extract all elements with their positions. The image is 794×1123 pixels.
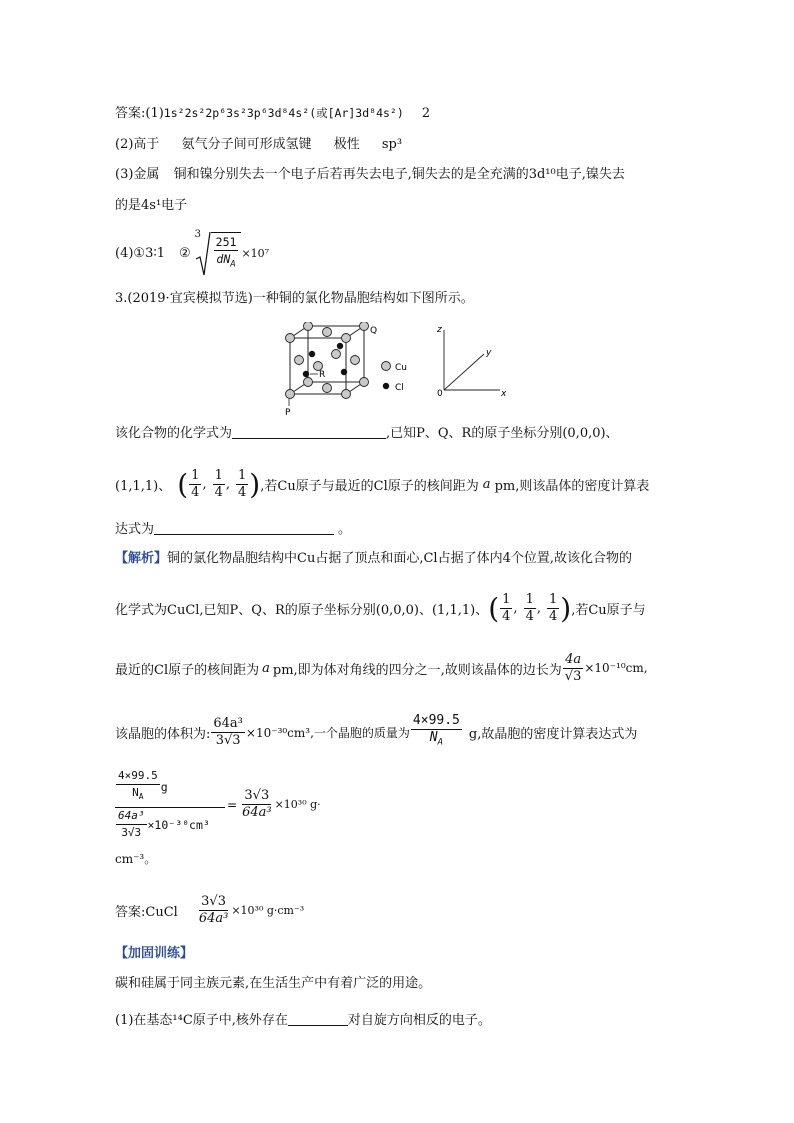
analysis-p3-c: ×10⁻¹⁰cm, — [584, 661, 648, 675]
analysis-p3-b: pm,即为体对角线的四分之一,故则该晶体的边长为 — [272, 662, 562, 678]
axis-x-label: x — [501, 389, 507, 399]
bottom-num: 64a³ — [116, 808, 147, 825]
volume-fraction — [211, 716, 245, 749]
vol-den: 3√3 — [215, 732, 241, 748]
answer-part3-text: 铜和镍分别失去一个电子后若再失去电子,铜失去的是全充满的3d¹⁰电子,镍失去 — [173, 167, 625, 182]
answer-part1-value: 2 — [421, 106, 431, 121]
frac-den: 4 — [238, 484, 247, 500]
frac-num: 1 — [502, 591, 511, 607]
a-symbol: a — [482, 476, 491, 492]
analysis-p4-a: 该晶胞的体积为: — [115, 726, 211, 742]
mass-den-sub: A — [437, 737, 444, 748]
question3-intro: 3.(2019·宜宾模拟节选)一种铜的氯化物晶胞结构如下图所示。 — [115, 291, 474, 306]
analysis-unit-line: cm⁻³。 — [115, 852, 157, 866]
answer-part1 — [115, 104, 430, 123]
equals-sign: = — [227, 797, 238, 812]
mass-den: N — [429, 730, 438, 746]
answer3-fraction — [197, 894, 231, 927]
answer-part2-label: (2) — [115, 137, 134, 152]
a-symbol: a — [262, 660, 270, 676]
answer-part3-text-b: 的是4s¹电子 — [115, 198, 188, 213]
analysis-p2-a: 化学式为CuCl,已知P、Q、R的原子坐标分别(0,0,0)、(1,1,1)、 — [115, 602, 489, 618]
coord-frac — [500, 592, 512, 625]
answer-part1-label: 答案:(1) — [115, 106, 164, 121]
frac-den: 4 — [525, 608, 534, 624]
answer3-tail: ×10³⁰ g·cm⁻³ — [231, 903, 305, 917]
electron-config: 1s²2s²2p⁶3s²3p⁶3d⁸4s²(或[Ar]3d⁸4s²) — [163, 106, 404, 120]
analysis-p4-b: ×10⁻³⁰cm³,一个晶胞的质量为 — [245, 725, 410, 740]
question3-line1 — [115, 425, 619, 443]
pairs-blank[interactable] — [288, 1013, 348, 1026]
analysis-p3-a: 最近的Cl原子的核间距为 — [115, 662, 260, 678]
frac-num: 1 — [548, 591, 558, 607]
frac-den: 4 — [214, 484, 223, 500]
reinforce-q1-a: (1)在基态¹⁴C原子中,核外存在 — [115, 1013, 288, 1028]
answer-part3 — [115, 166, 625, 184]
top-num: 4×99.5 — [116, 768, 160, 785]
analysis-p4 — [115, 712, 637, 752]
root-denominator-sub: A — [230, 259, 236, 270]
frac-den: 4 — [191, 484, 200, 500]
result-fraction — [240, 788, 274, 821]
result-den: 64a³ — [242, 805, 272, 821]
answer-part3-cont — [115, 197, 187, 215]
axis-origin-label: 0 — [437, 389, 443, 399]
frac-num: 1 — [214, 467, 223, 483]
paren-open: ( — [177, 467, 189, 501]
cube-root — [195, 229, 242, 277]
answer3-den: 64a³ — [198, 910, 229, 926]
vol-num: 64a³ — [213, 715, 243, 731]
answer3-num: 3√3 — [201, 893, 226, 909]
coord-frac — [189, 468, 201, 501]
paren-close: ) — [560, 591, 572, 625]
reinforce-q1-b: 对自旋方向相反的电子。 — [347, 1013, 491, 1028]
edge-num: 4a — [565, 651, 582, 667]
question3-line2: (1,1,1)、 ( $\frac{1}{4}$ , $\frac{1}{4}$ , $\frac{1}{4}$ ) ,若Cu原子与最近的Cl原子的核间距为 a pm,则该晶体的密度计算表 — [115, 467, 650, 501]
axis-y-label: y — [486, 348, 492, 358]
reinforce-intro: 碳和硅属于同主族元素,在生活生产中有着广泛的用途。 — [115, 976, 432, 991]
bottom-fraction — [116, 808, 147, 841]
answer-part3-label: (3)金属 — [115, 167, 160, 182]
compound-fraction — [115, 768, 225, 841]
question3-line2-a: (1,1,1)、 — [115, 478, 172, 494]
root-numerator: 251 — [215, 234, 237, 249]
answer-part4 — [115, 228, 269, 278]
top-den: N — [132, 786, 139, 799]
reinforce-q1 — [115, 1012, 491, 1030]
root-index: 3 — [194, 229, 202, 240]
axes — [444, 330, 500, 390]
coord-frac — [547, 592, 559, 625]
answer-part4-sub: ② — [179, 245, 191, 261]
top-fraction — [116, 768, 160, 805]
frac-den: 4 — [548, 608, 558, 624]
coord-frac — [213, 468, 225, 501]
legend-cu-icon — [382, 362, 391, 371]
compound-bottom — [115, 808, 210, 841]
edge-den: √3 — [564, 668, 582, 684]
top-den-sub: A — [138, 792, 144, 802]
answer-part2-item: sp³ — [381, 137, 403, 152]
result-tail: ×10³⁰ g· — [274, 798, 321, 812]
question3-line1-b: ,已知P、Q、R的原子坐标分别(0,0,0)、 — [386, 426, 619, 441]
frac-num: 1 — [525, 591, 534, 607]
paren-close: ) — [249, 467, 261, 501]
question3-line3 — [115, 521, 351, 539]
label-p: P — [285, 408, 291, 418]
question3-line2-b: ,若Cu原子与最近的Cl原子的核间距为 — [260, 478, 479, 494]
answer3-label: 答案:CuCl — [115, 904, 178, 920]
label-q: Q — [370, 326, 378, 336]
density-blank[interactable] — [154, 522, 334, 535]
answer-part2-item: 极性 — [333, 137, 360, 152]
legend-cu-label: Cu — [395, 363, 407, 373]
coord-frac — [236, 468, 248, 501]
analysis-p2-b: ,若Cu原子与 — [571, 602, 646, 618]
coord-frac — [524, 592, 536, 625]
frac-den: 4 — [502, 608, 511, 624]
formula-blank[interactable] — [232, 426, 386, 439]
question3-line3-a: 达式为 — [115, 522, 155, 537]
mass-fraction — [411, 713, 462, 751]
mass-num: 4×99.5 — [412, 713, 460, 729]
answer-part4-tail: ×10⁷ — [241, 246, 270, 260]
bottom-tail: ×10⁻³⁰cm³ — [147, 817, 210, 832]
density-derivation — [115, 768, 321, 841]
root-denominator: dN — [216, 251, 231, 266]
bottom-den: 3√3 — [121, 826, 142, 840]
answer-part2-item: 氨气分子间可形成氢键 — [181, 137, 312, 152]
result-num: 3√3 — [244, 788, 270, 804]
edge-fraction — [563, 652, 584, 685]
answer3 — [115, 890, 304, 930]
legend-cl-label: Cl — [395, 383, 404, 393]
answer-part2 — [115, 136, 402, 154]
analysis-p1-text: 铜的氯化物晶胞结构中Cu占据了顶点和面心,Cl占据了体内4个位置,故该化合物的 — [167, 551, 632, 566]
analysis-p1 — [115, 550, 632, 568]
answer-part4-label: (4)①3∶1 — [115, 245, 165, 261]
analysis-tag: 【解析】 — [115, 551, 168, 566]
paren-open: ( — [488, 591, 500, 625]
compound-top — [115, 768, 168, 807]
question3-line1-a: 该化合物的化学式为 — [115, 426, 233, 441]
analysis-p2: 化学式为CuCl,已知P、Q、R的原子坐标分别(0,0,0)、(1,1,1)、 ( $\frac{1}{4}$ , $\frac{1}{4}$ , $\frac{1}{4}$ ) ,若Cu原子与 — [115, 591, 646, 625]
crystal-cell-figure — [282, 322, 522, 422]
question3-line2-c: pm,则该晶体的密度计算表 — [494, 478, 650, 494]
frac-num: 1 — [191, 467, 200, 483]
reinforce-tag: 【加固训练】 — [115, 946, 194, 961]
analysis-p4-c: g,故晶胞的密度计算表达式为 — [468, 726, 638, 742]
question3-line3-b: 。 — [338, 522, 352, 537]
answer-part2-item: 高于 — [133, 137, 160, 152]
frac-num: 1 — [238, 467, 247, 483]
label-r: R — [319, 370, 326, 380]
root-fraction — [214, 234, 239, 272]
analysis-p3 — [115, 648, 648, 688]
legend-cl-icon — [383, 383, 389, 389]
top-unit: g — [160, 779, 168, 794]
axis-z-label: z — [437, 325, 442, 335]
